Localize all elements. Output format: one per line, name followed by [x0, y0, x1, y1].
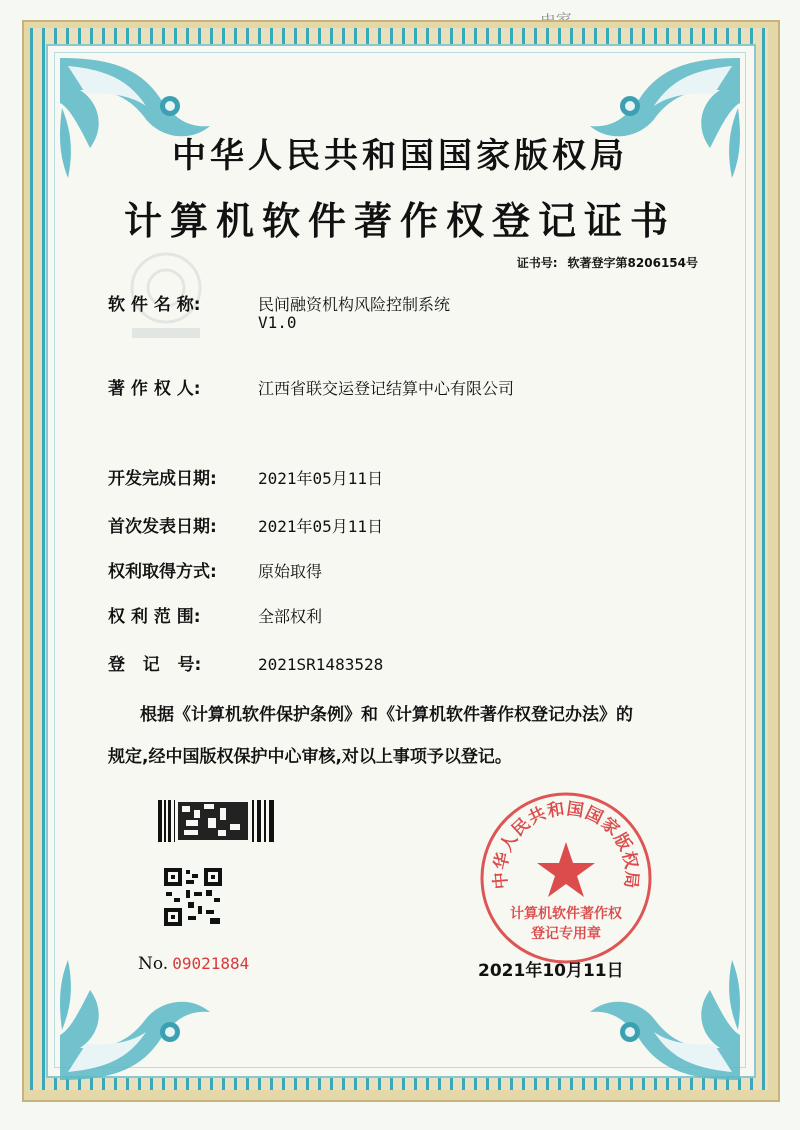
field-value: 原始取得	[258, 562, 323, 581]
field-acquisition-method	[108, 557, 322, 582]
field-value: 民间融资机构风险控制系统	[258, 295, 451, 314]
field-label: 开发完成日期:	[108, 469, 217, 489]
serial-number	[138, 954, 249, 974]
field-registration-number	[108, 650, 383, 675]
field-completion-date	[108, 464, 383, 489]
statement-line-1: 根据《计算机软件保护条例》和《计算机软件著作权登记办法》的	[140, 705, 633, 725]
field-label: 著 作 权 人:	[108, 379, 201, 399]
field-rights-scope	[108, 602, 322, 627]
certificate-number-value: 软著登字第8206154号	[567, 256, 698, 270]
field-label: 软 件 名 称:	[108, 295, 201, 315]
issuer-title: 中华人民共和国国家版权局	[172, 136, 628, 176]
qr-code	[162, 866, 224, 928]
issue-date: 2021年10月11日	[478, 961, 624, 981]
field-value: 2021SR1483528	[258, 655, 384, 674]
certificate-number-label: 证书号:	[516, 256, 558, 270]
seal-inner-line-2: 登记专用章	[531, 926, 601, 942]
software-version: V1.0	[258, 313, 297, 332]
field-value: 全部权利	[258, 607, 323, 626]
field-copyright-owner	[108, 374, 514, 399]
document-title: 计算机软件著作权登记证书	[123, 199, 676, 243]
field-value: 2021年05月11日	[258, 469, 384, 488]
certificate-number	[517, 254, 698, 271]
serial-prefix: No.	[138, 954, 169, 974]
serial-value: 09021884	[172, 954, 250, 973]
seal-inner-line-1: 计算机软件著作权	[510, 906, 622, 922]
field-value: 江西省联交运登记结算中心有限公司	[258, 379, 515, 398]
official-seal	[478, 790, 654, 966]
field-value: 2021年05月11日	[258, 517, 384, 536]
field-label: 首次发表日期:	[108, 517, 217, 537]
field-software-name	[108, 290, 450, 315]
star-icon	[537, 842, 595, 897]
field-label: 权 利 范 围:	[108, 607, 201, 627]
field-first-publish-date	[108, 512, 383, 537]
statement-line-2: 规定,经中国版权保护中心审核,对以上事项予以登记。	[108, 747, 512, 767]
seal-arc-text: 中华人民共和国国家版权局	[490, 799, 642, 890]
barcode	[158, 800, 276, 842]
field-label: 权利取得方式:	[108, 562, 217, 582]
field-label: 登 记 号:	[108, 655, 202, 675]
